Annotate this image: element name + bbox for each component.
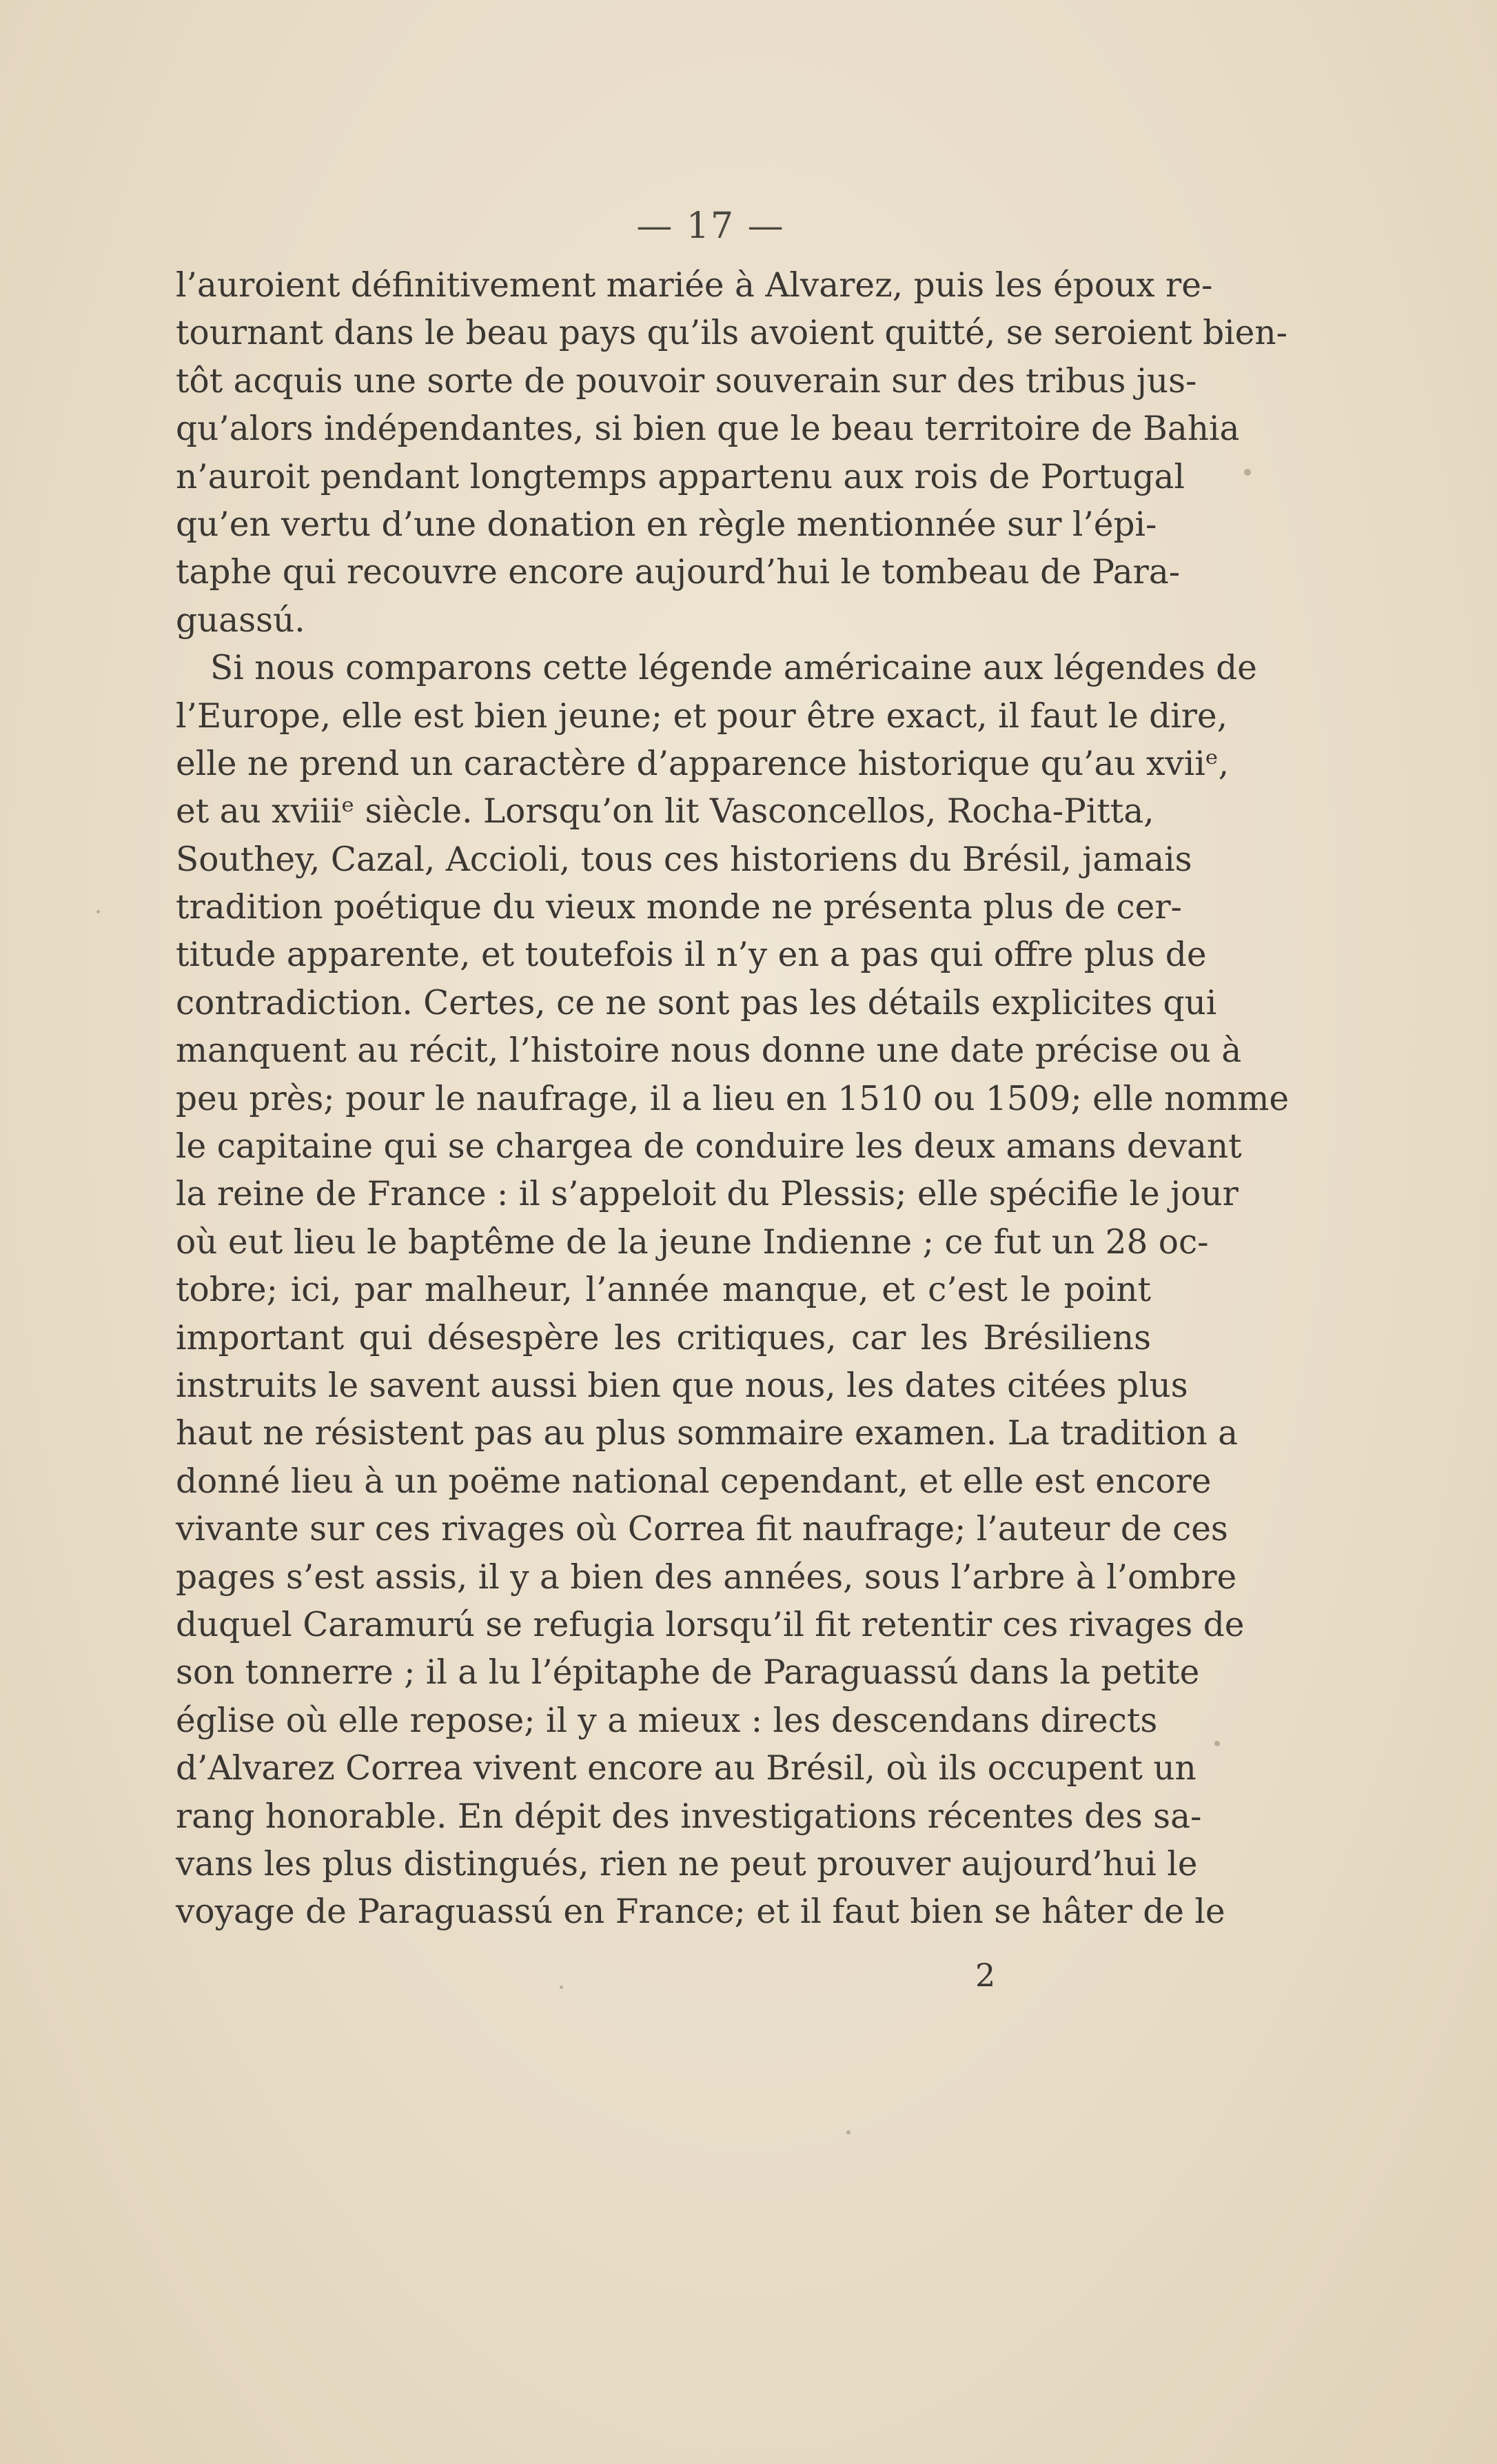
text-line: le capitaine qui se chargea de conduire les deux amans devant bbox=[176, 1127, 1242, 1167]
text-line: haut ne résistent pas au plus sommaire examen. La tradition a bbox=[176, 1414, 1239, 1453]
text-line: qu’en vertu d’une donation en règle mentionnée sur l’épi- bbox=[176, 505, 1157, 544]
text-line: important qui désespère les critiques, car les Brésiliens bbox=[176, 1318, 1151, 1357]
text-line: et au xviiiᵉ siècle. Lorsqu’on lit Vasconcellos, Rocha-Pitta, bbox=[176, 792, 1154, 831]
text-line: peu près; pour le naufrage, il a lieu en 1510 ou 1509; elle nomme bbox=[176, 1079, 1290, 1118]
text-line: vivante sur ces rivages où Correa fit naufrage; l’auteur de ces bbox=[176, 1510, 1228, 1549]
text-line: manquent au récit, l’histoire nous donne une date précise ou à bbox=[176, 1031, 1242, 1071]
text-line: voyage de Paraguassú en France; et il faut bien se hâter de le bbox=[176, 1892, 1225, 1932]
text-line: Si nous comparons cette légende américaine aux légendes de bbox=[210, 649, 1257, 688]
text-line: taphe qui recouvre encore aujourd’hui le tombeau de Para- bbox=[176, 553, 1181, 592]
paper-speck bbox=[1214, 1741, 1220, 1746]
text-line: où eut lieu le baptême de la jeune Indienne ; ce fut un 28 oc- bbox=[176, 1222, 1209, 1262]
text-line: donné lieu à un poëme national cependant, et elle est encore bbox=[176, 1462, 1212, 1501]
body-text bbox=[176, 262, 1290, 1937]
text-line: vans les plus distingués, rien ne peut prouver aujourd’hui le bbox=[176, 1844, 1198, 1884]
text-line: n’auroit pendant longtemps appartenu aux rois de Portugal bbox=[176, 457, 1185, 496]
paper-speck bbox=[96, 910, 100, 913]
text-line: titude apparente, et toutefois il n’y en a pas qui offre plus de bbox=[176, 936, 1207, 975]
text-line: rang honorable. En dépit des investigations récentes des sa- bbox=[176, 1797, 1202, 1836]
text-line: qu’alors indépendantes, si bien que le beau territoire de Bahia bbox=[176, 410, 1240, 449]
page-number-text: — 17 — bbox=[636, 205, 785, 247]
page-number bbox=[0, 205, 1497, 247]
text-line: guassú. bbox=[176, 600, 305, 640]
text-line: l’Europe, elle est bien jeune; et pour être exact, il faut le dire, bbox=[176, 696, 1228, 736]
text-line: son tonnerre ; il a lu l’épitaphe de Paraguassú dans la petite bbox=[176, 1653, 1200, 1693]
text-line: Southey, Cazal, Accioli, tous ces historiens du Brésil, jamais bbox=[176, 840, 1192, 879]
paper-speck bbox=[560, 1986, 563, 1989]
text-line: tobre; ici, par malheur, l’année manque, et c’est le point bbox=[176, 1271, 1151, 1310]
signature-mark: 2 bbox=[975, 1957, 996, 1994]
text-line: contradiction. Certes, ce ne sont pas les détails explicites qui bbox=[176, 983, 1217, 1022]
text-line: duquel Caramurú se refugia lorsqu’il fit retentir ces rivages de bbox=[176, 1605, 1245, 1644]
paper-speck bbox=[1244, 469, 1251, 476]
text-line: d’Alvarez Correa vivent encore au Brésil, où ils occupent un bbox=[176, 1749, 1196, 1788]
text-line: tournant dans le beau pays qu’ils avoient quitté, se seroient bien- bbox=[176, 314, 1287, 353]
text-line: elle ne prend un caractère d’apparence historique qu’au xviiᵉ, bbox=[176, 744, 1230, 783]
text-line: église où elle repose; il y a mieux : les descendans directs bbox=[176, 1701, 1158, 1740]
text-line: la reine de France : il s’appeloit du Plessis; elle spécifie le jour bbox=[176, 1175, 1239, 1214]
text-line: instruits le savent aussi bien que nous, les dates citées plus bbox=[176, 1366, 1188, 1405]
paper-speck bbox=[846, 2130, 851, 2134]
text-line: pages s’est assis, il y a bien des années, sous l’arbre à l’ombre bbox=[176, 1557, 1237, 1597]
text-line: tradition poétique du vieux monde ne présenta plus de cer- bbox=[176, 888, 1182, 927]
text-line: l’auroient définitivement mariée à Alvarez, puis les époux re- bbox=[176, 266, 1213, 305]
text-line: tôt acquis une sorte de pouvoir souverain sur des tribus jus- bbox=[176, 361, 1197, 401]
